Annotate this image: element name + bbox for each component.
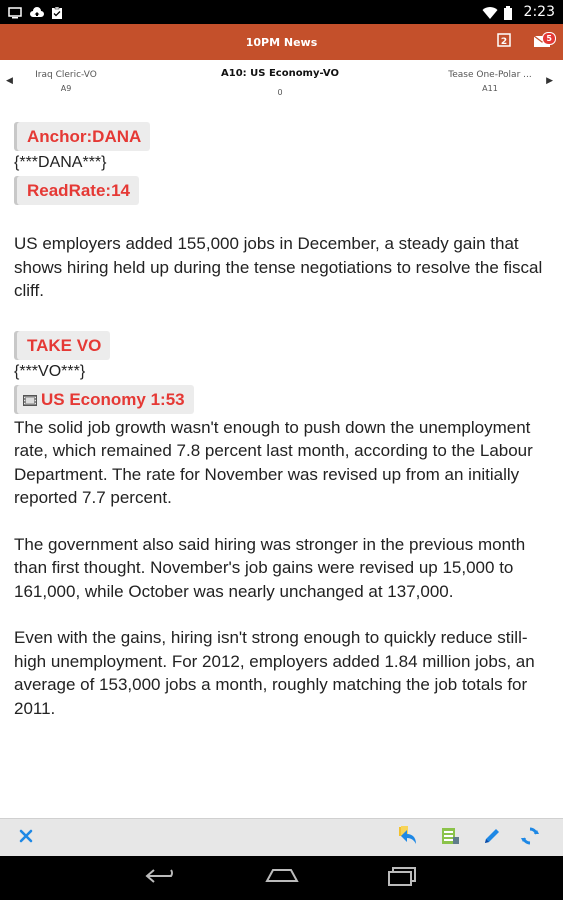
next-story-title: Tease One-Polar ... [448,70,532,80]
home-button[interactable] [262,866,302,890]
previous-story[interactable] [16,70,116,93]
close-icon [18,828,34,848]
story-navigator [0,60,563,104]
close-button[interactable] [14,826,38,850]
home-icon [264,867,300,889]
story-script [14,122,549,720]
current-story [180,68,380,97]
anchor-marker: {***DANA***} [14,154,107,171]
clipboard-icon [50,5,64,19]
readrate-tag[interactable]: ReadRate:14 [17,176,139,205]
body-paragraph: The solid job growth wasn't enough to push down the unemployment rate, which remained 7.8 percent last month, according to the Labour Department. The rate for November was revised up from an initially reported 7.7 percent. [14,417,533,507]
intro-paragraph: US employers added 155,000 jobs in December, a steady gain that shows hiring held up during the tense negotiations to resolve the fiscal cliff. [14,234,543,300]
document-count-icon [496,32,512,52]
list-icon [440,826,460,850]
edit-icon [482,826,502,850]
recent-apps-icon [385,866,419,890]
previous-story-arrow-icon[interactable]: ◀ [6,76,13,86]
app-title: 10PM News [245,35,318,49]
next-story-number: A11 [482,84,498,93]
status-left-icons [8,5,64,19]
svg-text:2: 2 [500,37,508,47]
anchor-tag[interactable]: Anchor:DANA [17,122,150,151]
system-nav-bar [0,856,563,900]
cloud-upload-icon [29,5,43,19]
edit-button[interactable] [480,826,504,850]
previous-story-title: Iraq Cleric-VO [35,70,97,80]
mail-badge: 5 [542,32,556,45]
back-button[interactable] [141,866,181,890]
video-clip-tag[interactable] [17,385,194,414]
video-clip-icon [23,391,37,402]
refresh-button[interactable] [518,826,542,850]
app-actions [493,24,553,60]
mail-button[interactable] [531,31,553,53]
screen-icon [8,5,22,19]
wifi-icon [482,5,496,19]
current-story-number: 0 [277,88,283,97]
body-paragraph: The government also said hiring was stronger in the previous month than first thought. November's job gains were revised up 15,000 to 161,000, while October was nearly unchanged at 137,000. [14,534,526,601]
status-right-icons [482,4,555,20]
bottom-toolbar [0,818,563,856]
take-vo-tag[interactable]: TAKE VO [17,331,110,360]
reply-button[interactable] [396,826,420,850]
status-bar [0,0,563,24]
status-time: 2:23 [523,4,555,20]
previous-story-number: A9 [60,84,72,93]
next-story[interactable] [436,70,544,93]
reply-icon [397,826,419,850]
video-clip-label: US Economy 1:53 [41,389,185,409]
recent-apps-button[interactable] [382,866,422,890]
next-story-arrow-icon[interactable]: ▶ [546,76,553,86]
refresh-icon [520,826,540,850]
document-count-button[interactable] [493,31,515,53]
list-button[interactable] [438,826,462,850]
body-paragraph: Even with the gains, hiring isn't strong enough to quickly reduce still-high unemployment. For 2012, employers added 1.84 million jobs, an average of 153,000 jobs a month, roughly matching the job totals for 2011. [14,628,535,718]
battery-icon [503,5,517,19]
back-icon [144,867,178,889]
app-bar [0,24,563,60]
vo-marker: {***VO***} [14,362,86,380]
current-story-title: A10: US Economy-VO [221,68,339,79]
